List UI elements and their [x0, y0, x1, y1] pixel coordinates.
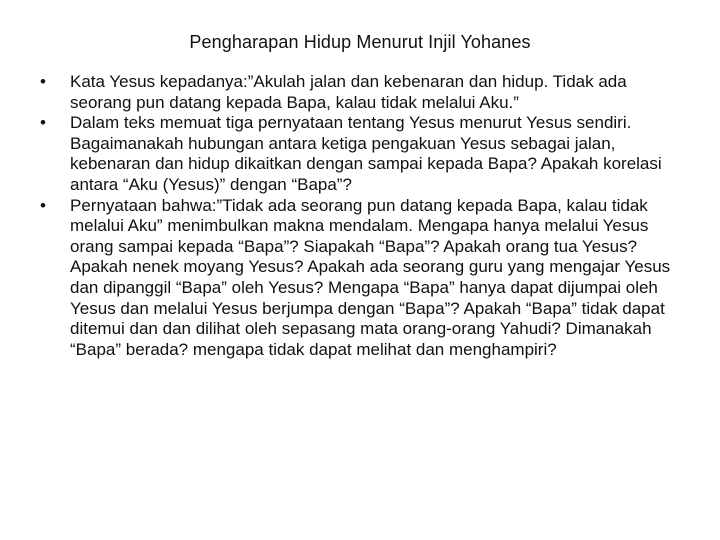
bullet-dot-icon: •: [40, 113, 46, 133]
bullet-dot-icon: •: [40, 195, 46, 215]
bullet-text-2: Dalam teks memuat tiga pernyataan tentang Yesus menurut Yesus sendiri. Bagaimanakah hubungan antara ketiga pengakuan Yesus sebagai jalan, kebenaran dan hidup dikaitkan dengan sampai kepada Bapa? Apakah korelasi antara “Aku (Yesus)” dengan “Bapa”?: [70, 113, 662, 194]
bullet-item-3: [36, 196, 686, 361]
bullet-item-2: [36, 113, 686, 195]
slide-title: Pengharapan Hidup Menurut Injil Yohanes: [189, 32, 531, 52]
bullet-dot-icon: •: [40, 72, 46, 91]
bullet-text-1: Kata Yesus kepadanya:”Akulah jalan dan kebenaran dan hidup. Tidak ada seorang pun datang kepada Bapa, kalau tidak melalui Aku.”: [70, 72, 627, 112]
bullet-text-3: Pernyataan bahwa:”Tidak ada seorang pun datang kepada Bapa, kalau tidak melalui Aku” menimbulkan makna mendalam. Mengapa hanya melalui Yesus orang sampai kepada “Bapa”? Siapakah “Bapa”? Apakah orang tua Yesus? Apakah nenek moyang Yesus? Apakah ada seorang guru yang mengajar Yesus dan dipanggil “Bapa” oleh Yesus? Mengapa “Bapa” hanya dapat dijumpai oleh Yesus dan melalui Yesus berjumpa dengan “Bapa”? Apakah “Bapa” tidak dapat ditemui dan dan dilihat oleh sepasang mata orang-orang Yahudi? Dimanakah “Bapa” berada? mengapa tidak dapat melihat dan menghampiri?: [70, 195, 671, 359]
bullet-item-1: [36, 72, 686, 113]
bullet-list: [36, 72, 686, 360]
